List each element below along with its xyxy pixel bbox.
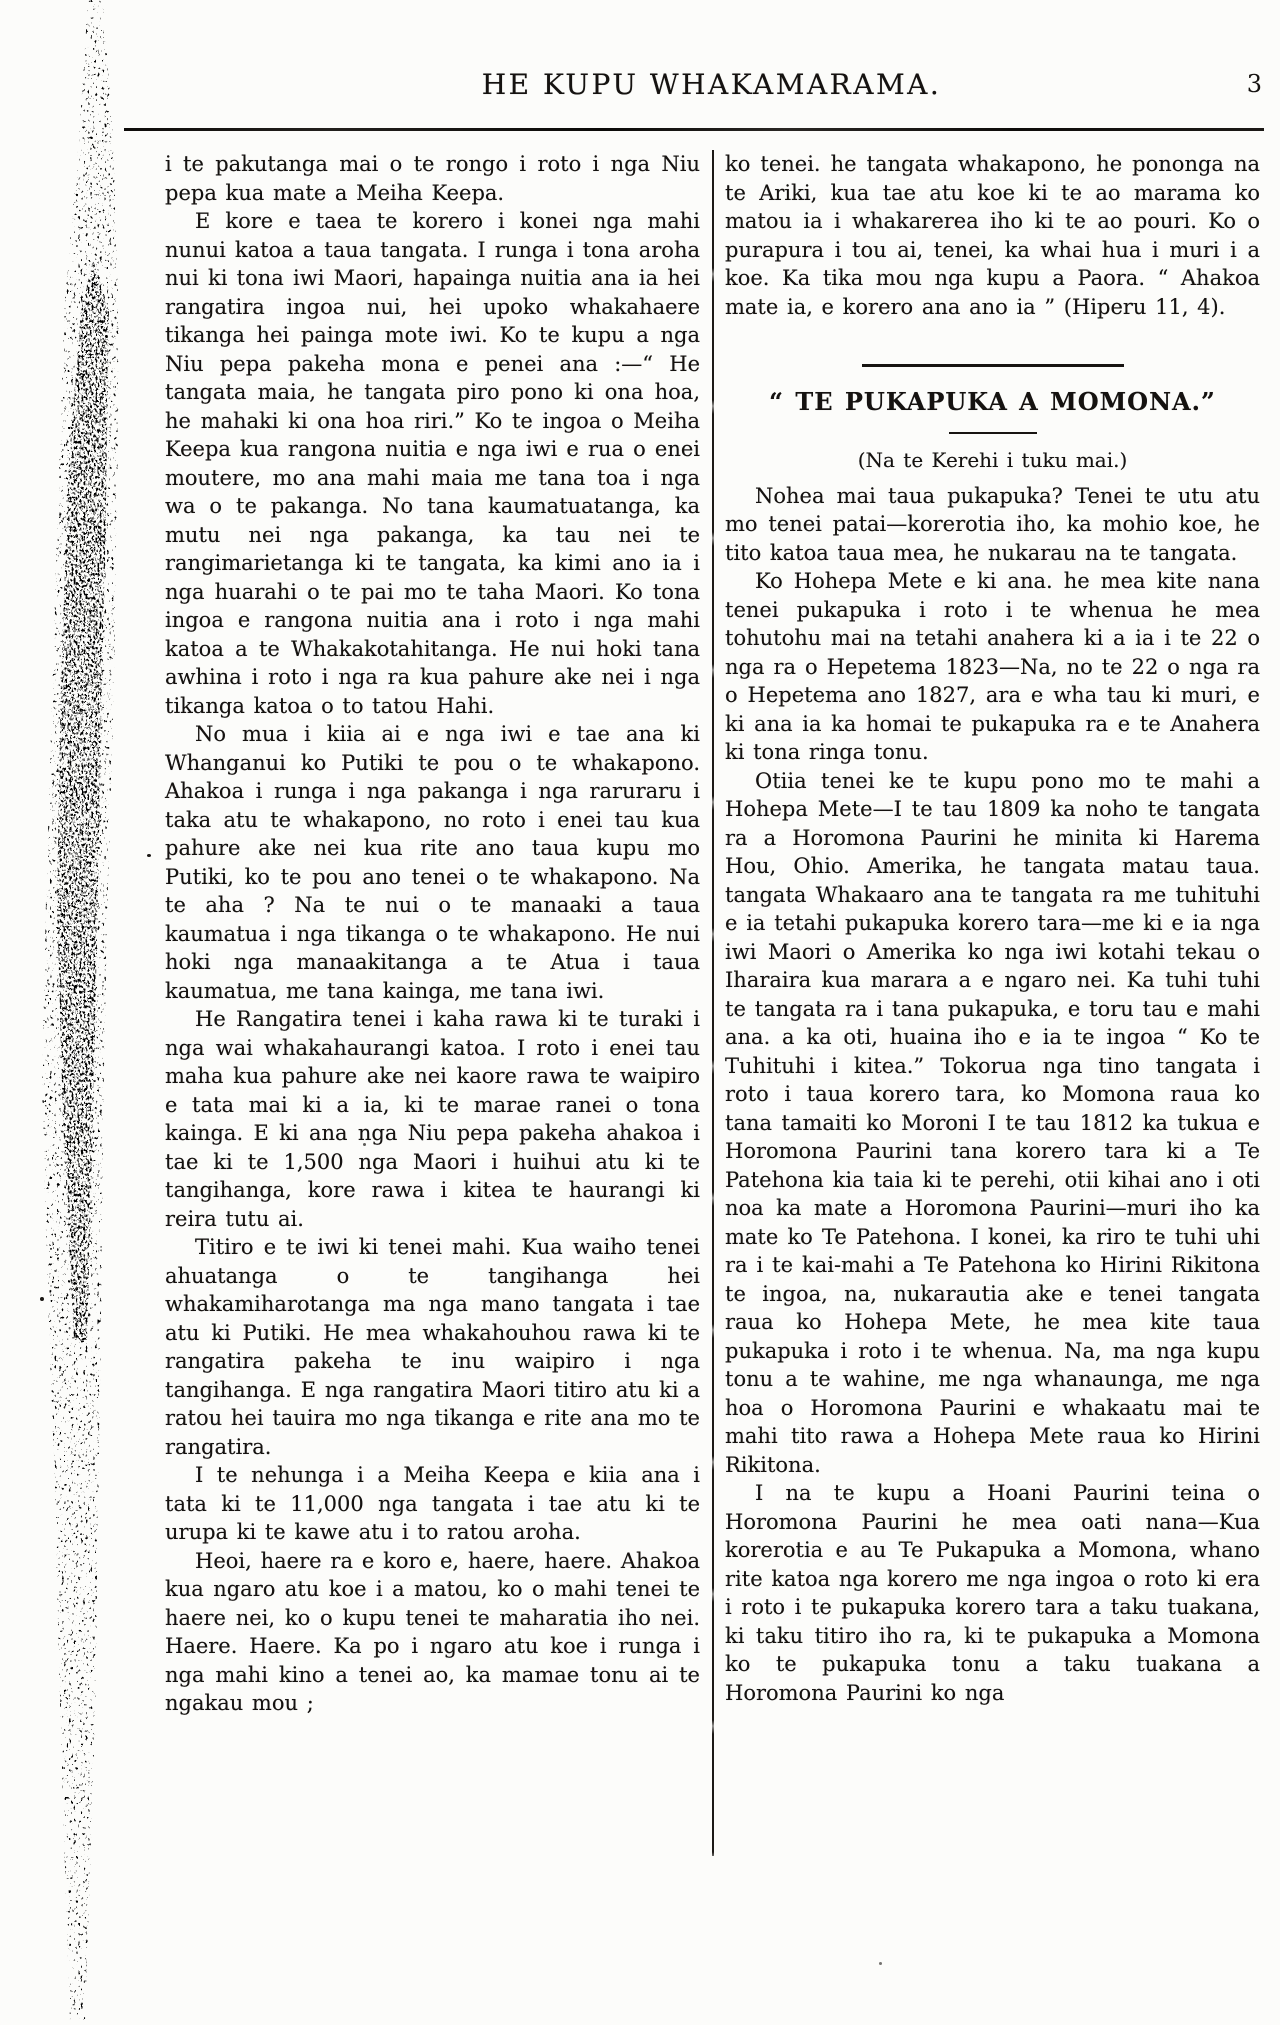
column-divider-rule — [712, 150, 714, 1856]
scan-gutter-noise-artifact — [0, 0, 170, 2025]
paragraph: He Rangatira tenei i kaha rawa ki te turaki i nga wai whakahaurangi katoa. I roto i enei tau maha kua pahure ake nei kaore rawa te waipiro e tata mai ki a ia, ki te marae ranei o tona kainga. E ki ana nga Niu pepa pakeha ahakoa i tae ki te 1,500 nga Maori i huihui atu ki te tangihanga, kore rawa i kitea te haurangi ki reira tutu ai. — [165, 1007, 700, 1231]
section-divider-rule — [862, 364, 1124, 367]
paragraph: I na te kupu a Hoani Paurini teina o Horomona Paurini he mea oati nana—Kua korerotia e au Te Pukapuka a Momona, whano rite katoa nga korero me nga ingoa o roto ki era i roto i te pukapuka korero tara a taku tuakana, ki taku titiro iho ra, ki te pukapuka a Momona ko te pukapuka tonu a taku tuakana a Horomona Paurini ko nga — [725, 1481, 1260, 1705]
paragraph: Titiro e te iwi ki tenei mahi. Kua waiho tenei ahuatanga o te tangihanga hei whakamiharotanga ma nga mano tangata i tae atu ki Putiki. He mea whakahouhou rawa ki te rangatira pakeha te inu waipiro i nga tangihanga. E nga rangatira Maori titiro atu ki a ratou hei tauira mo nga tikanga e rite ana mo te rangatira. — [165, 1235, 700, 1459]
page-title: HE KUPU WHAKAMARAMA. — [481, 68, 942, 101]
paragraph: ko tenei. he tangata whakapono, he pononga na te Ariki, kua tae atu koe ki te ao marama ko matou ia i whakarerea iho ki te ao pouri. Ko o purapura i tou ai, tenei, ka whai hua i muri i a koe. Ka tika mou nga kupu a Paora. “ Ahakoa mate ia, e korero ana ano ia ” (Hiperu 11, 4). — [725, 152, 1260, 319]
ink-speck — [147, 854, 151, 857]
paragraph: E kore e taea te korero i konei nga mahi nunui katoa a taua tangata. I runga i tona aroha nui ki tona iwi Maori, hapainga nuitia ana ia hei rangatira ingoa nui, hei upoko whakahaere tikanga hei painga mote iwi. Ko te kupu a nga Niu pepa pakeha mona e penei ana :—“ He tangata maia, he tangata piro pono ki ona hoa, he mahaki ki ona hoa riri.” Ko te ingoa o Meiha Keepa kua rangona nuitia e nga iwi e rua o enei moutere, mo ana mahi maia me tana toa i nga wa o te pakanga. No tana kaumatuatanga, ka mutu nei nga pakanga, ka tau nei te rangimarietanga ki te tangata, ka kimi ano ia i nga huarahi o te pai mo te taha Maori. Ko tona ingoa e rangona nuitia ana i roto i nga mahi katoa a te Whakakotahitanga. He nui hoki tana awhina i roto i nga ra kua pahure ake nei i nga tikanga katoa o to tatou Hahi. — [165, 209, 700, 718]
ink-speck — [40, 1297, 44, 1301]
paragraph: Ko Hohepa Mete e ki ana. he mea kite nana tenei pukapuka i roto i te whenua he mea tohutohu mai na tetahi anahera ki a ia i te 22 o nga ra o Hepetema 1823—Na, no te 22 o nga ra o Hepetema ano 1827, ara e wha tau ki muri, e ki ana ia ka homai te pukapuka ra e te Anahera ki tona ringa tonu. — [725, 569, 1260, 764]
paragraph: Nohea mai taua pukapuka? Tenei te utu atu mo tenei patai—korerotia iho, ka mohio koe, he tito katoa taua mea, he nukarau na te tangata. — [725, 483, 1260, 565]
right-column — [725, 150, 1260, 1707]
paragraph: I te nehunga i a Meiha Keepa e kiia ana i tata ki te 11,000 nga tangata i tae atu ki te urupa ki te kawe atu i to ratou aroha. — [165, 1463, 700, 1544]
page-number: 3 — [1246, 70, 1262, 98]
section-byline: (Na te Kerehi i tuku mai.) — [857, 448, 1128, 472]
paragraph: No mua i kiia ai e nga iwi e tae ana ki Whanganui ko Putiki te pou o te whakapono. Ahakoa i runga i nga pakanga i nga raruraru i taka atu te whakapono, no roto i enei tau kua pahure ake nei kua rite ano taua kupu mo Putiki, ko te pou ano tenei o te whakapono. Na te aha ? Na te nui o te manaaki a taua kaumatua i nga tikanga o te whakapono. He nui hoki nga manaakitanga a te Atua i taua kaumatua, me tana kainga, me tana iwi. — [165, 722, 700, 1003]
paragraph: Heoi, haere ra e koro e, haere, haere. Ahakoa kua ngaro atu koe i a matou, ko o mahi tenei te haere nei, ko o kupu tenei te maharatia iho nei. Haere. Haere. Ka po i ngaro atu koe i runga i nga mahi kino a tenei ao, ka mamae tonu ai te ngakau mou ; — [165, 1548, 700, 1715]
masthead-rule — [124, 128, 1264, 131]
section-title-rule — [949, 432, 1037, 435]
left-column — [165, 150, 700, 1718]
section-title: “ TE PUKAPUKA A MOMONA.” — [769, 387, 1216, 416]
ink-speck — [879, 1962, 882, 1965]
paragraph: i te pakutanga mai o te rongo i roto i nga Niu pepa kua mate a Meiha Keepa. — [165, 152, 700, 205]
paragraph: Otiia tenei ke te kupu pono mo te mahi a Hohepa Mete—I te tau 1809 ka noho te tangata ra a Horomona Paurini he minita ki Harema Hou, Ohio. Amerika, he tangata matau taua. tangata Whakaaro ana te tangata ra me tuhituhi e ia tetahi pukapuka korero tara—me ki e ia nga iwi Maori o Amerika ko nga iwi kotahi tekau o Iharaira kua marara a e ngaro nei. Ka tuhi tuhi te tangata ra i tana pukapuka, e toru tau e mahi ana. a ka oti, huaina iho e ia te ingoa “ Ko te Tuhituhi i kitea.” Tokorua nga tino tangata i roto i taua korero tara, ko Momona raua ko tana tamaiti ko Moroni I te tau 1812 ka tukua e Horomona Paurini tana korero tara ki a Te Patehona kia taia ki te perehi, otii kihai ano i oti noa ka mate a Horomona Paurini—muri iho ka mate ko Te Patehona. I konei, ka riro te tuhi uhi ra i te kai-mahi a Te Patehona ko Hirini Rikitona te ingoa, na, nukarautia ake e tenei tangata raua ko Hohepa Mete, he mea kite taua pukapuka i roto i te whenua. Na, ma nga kupu tonu a te wahine, me nga whanaunga, me nga hoa o Horomona Paurini e whakaatu mai te mahi tito rawa a Hohepa Mete raua ko Hirini Rikitona. — [725, 768, 1260, 1477]
